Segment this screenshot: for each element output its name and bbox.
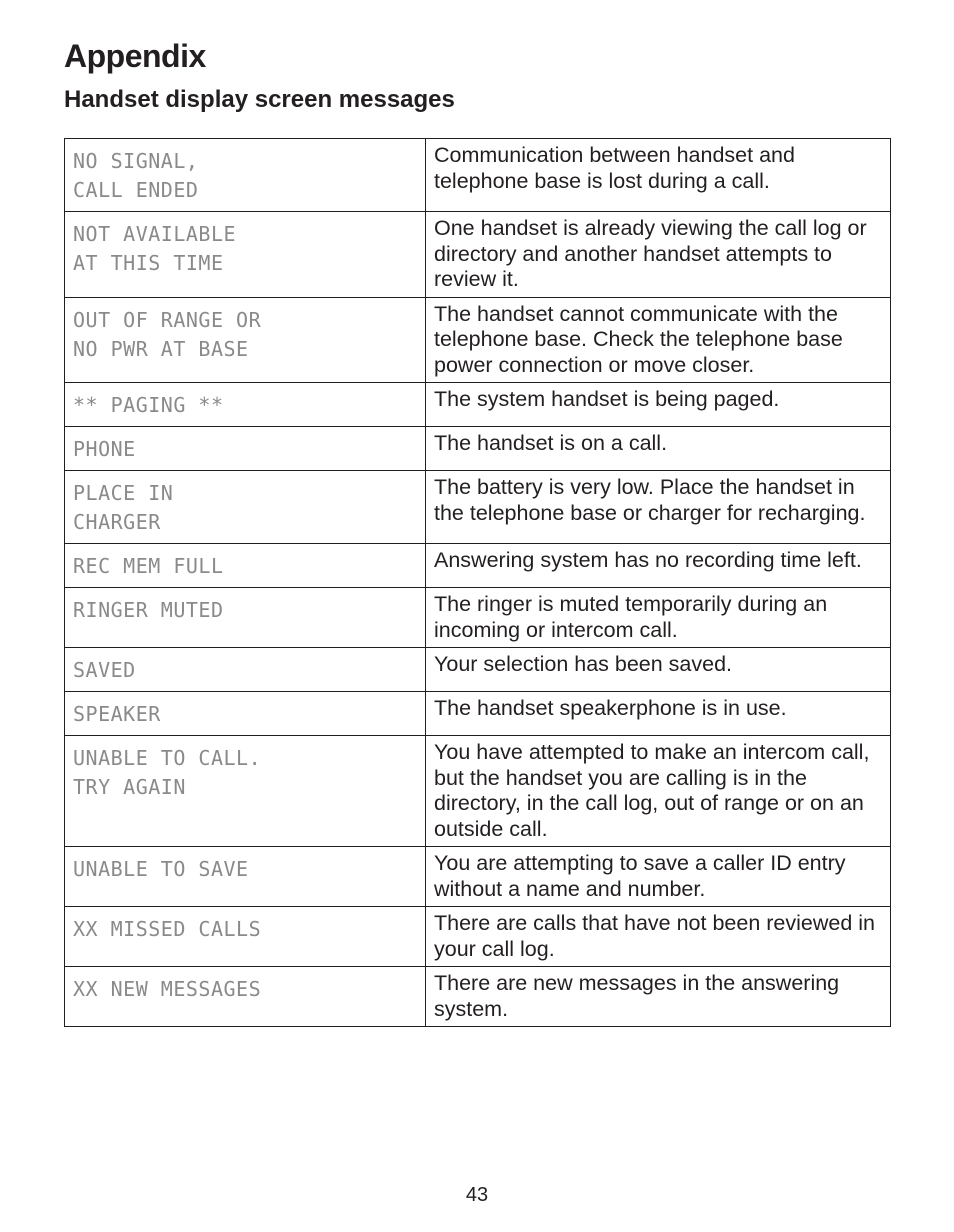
message-description: Communication between handset and telephone base is lost during a call.: [434, 143, 795, 193]
message-description: You are attempting to save a caller ID entry without a name and number.: [434, 851, 846, 901]
screen-message-code: REC MEM FULL: [73, 554, 224, 578]
message-description: The ringer is muted temporarily during an incoming or intercom call.: [434, 592, 828, 642]
screen-message-code: ** PAGING **: [73, 393, 224, 417]
table-row: [65, 297, 891, 383]
table-row: [65, 212, 891, 298]
table-row: [65, 967, 891, 1027]
table-row: [65, 736, 891, 847]
message-description: There are calls that have not been reviewed in your call log.: [434, 911, 876, 961]
table-row: [65, 847, 891, 907]
table-row: [65, 588, 891, 648]
message-description: Your selection has been saved.: [434, 652, 733, 676]
message-description: The handset cannot communicate with the telephone base. Check the telephone base power connection or move closer.: [434, 301, 843, 377]
screen-message-code: NO SIGNAL, CALL ENDED: [73, 149, 199, 202]
screen-message-code: UNABLE TO CALL. TRY AGAIN: [73, 746, 262, 799]
message-description: You have attempted to make an intercom call, but the handset you are calling is in the directory, in the call log, out of range or on an outside call.: [434, 740, 870, 841]
screen-message-code: PLACE IN CHARGER: [73, 481, 174, 534]
message-description: There are new messages in the answering system.: [434, 971, 840, 1021]
screen-message-code: OUT OF RANGE OR NO PWR AT BASE: [73, 307, 262, 361]
screen-message-code: SPEAKER: [73, 702, 161, 726]
screen-message-code: UNABLE TO SAVE: [73, 857, 249, 881]
screen-message-code: PHONE: [73, 437, 136, 461]
screen-message-code: RINGER MUTED: [73, 598, 224, 622]
table-row: [65, 692, 891, 736]
message-description: The handset speakerphone is in use.: [434, 696, 787, 720]
screen-message-code: NOT AVAILABLE AT THIS TIME: [73, 222, 237, 275]
page-title: Appendix: [64, 38, 206, 74]
message-description: The handset is on a call.: [434, 431, 668, 455]
message-description: One handset is already viewing the call log or directory and another handset attempts to review it.: [434, 216, 867, 291]
table-row: [65, 471, 891, 544]
table-row: [65, 383, 891, 427]
table-row: [65, 907, 891, 967]
screen-message-code: SAVED: [73, 658, 136, 682]
display-messages-table: [64, 138, 891, 1027]
table-row: [65, 544, 891, 588]
table-row: [65, 427, 891, 471]
table-row: [65, 139, 891, 212]
message-description: Answering system has no recording time left.: [434, 548, 862, 572]
message-description: The system handset is being paged.: [434, 387, 780, 411]
screen-message-code: XX NEW MESSAGES: [73, 977, 262, 1001]
page-number: 43: [465, 1184, 489, 1206]
table-row: [65, 648, 891, 692]
message-description: The battery is very low. Place the handset in the telephone base or charger for recharging.: [434, 475, 866, 525]
screen-message-code: XX MISSED CALLS: [73, 917, 262, 941]
section-title: Handset display screen messages: [64, 86, 455, 113]
